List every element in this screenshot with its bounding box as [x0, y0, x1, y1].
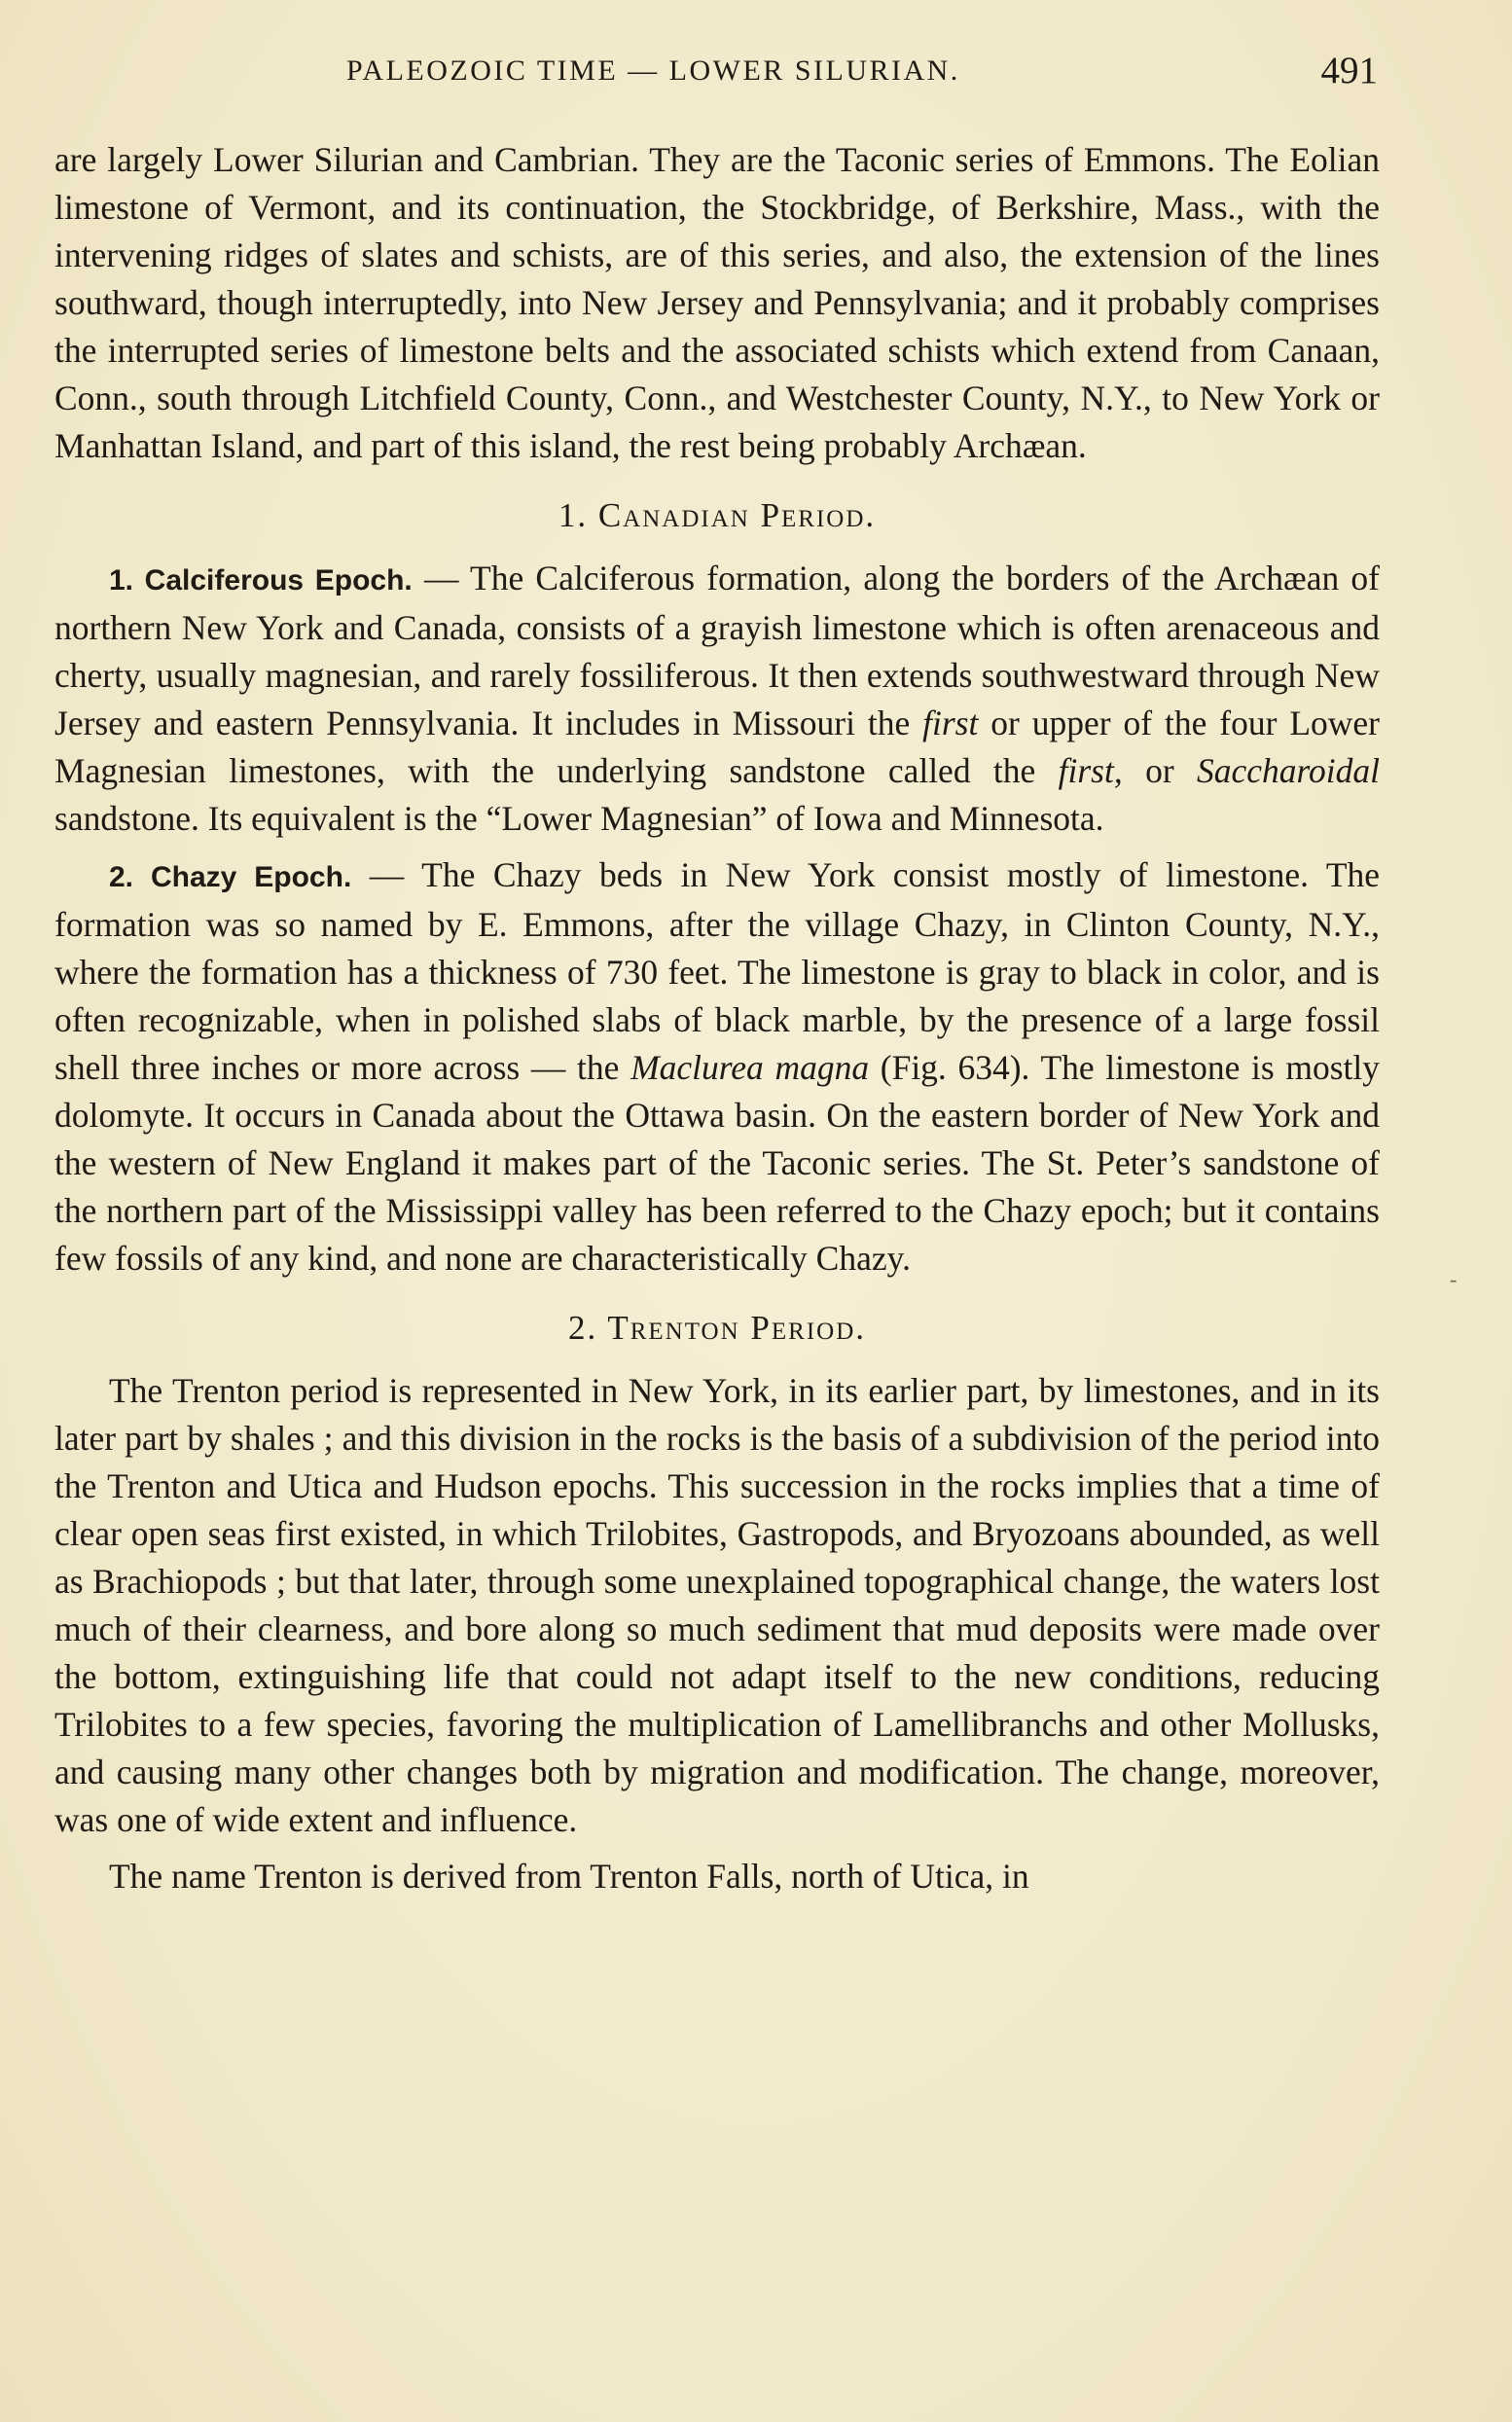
- calciferous-text-2: or upper of the four Lower Magnesian limestones, with the underlying sandstone called the: [54, 704, 1381, 790]
- body-text: [54, 136, 1380, 1909]
- calciferous-emphasis-first: first: [922, 704, 979, 742]
- calciferous-emphasis-saccharoidal: Saccharoidal: [1197, 751, 1380, 790]
- calciferous-text-1: The Calciferous formation, along the borders of the Archæan of northern New York and Canada, consists of a grayish limestone which is often arenaceous and cherty, usually magnesian, and rarely fossiliferous. It then extends southwestward through New Jersey and eastern Pennsylvania. It includes in Missouri the: [54, 559, 1380, 742]
- page-number: 491: [1320, 50, 1378, 91]
- section-heading-canadian-period: 1. Canadian Period.: [558, 496, 877, 534]
- trenton-paragraph-2: The name Trenton is derived from Trenton Falls, north of Utica, in: [109, 1857, 1029, 1896]
- calciferous-text-4: sandstone. Its equivalent is the “Lower Magnesian” of Iowa and Minnesota.: [54, 799, 1104, 838]
- chazy-text-2: (Fig. 634). The limestone is mostly dolomyte. It occurs in Canada about the Ottawa basin. On the eastern border of New York and the western of New England it makes part of the Taconic series. The St. Peter’s sandstone of the northern part of the Mississippi valley has been referred to the Chazy epoch; but it contains few fossils of any kind, and none are characteristically Chazy.: [54, 1048, 1380, 1278]
- chazy-dash: —: [351, 855, 422, 894]
- intro-paragraph: are largely Lower Silurian and Cambrian. They are the Taconic series of Emmons. The Eolian limestone of Vermont, and its continuation, the Stockbridge, of Berkshire, Mass., with the intervening ridges of slates and schists, are of this series, and also, the extension of the lines southward, though interruptedly, into New Jersey and Pennsylvania; and it probably comprises the interrupted series of limestone belts and the associated schists which extend from Canaan, Conn., south through Litchfield County, Conn., and Westchester County, N.Y., to New York or Manhattan Island, and part of this island, the rest being probably Archæan.: [54, 140, 1380, 465]
- calciferous-epoch-title: 1. Calciferous Epoch.: [109, 564, 413, 596]
- margin-mark: -: [1450, 1267, 1458, 1291]
- section-heading-trenton-period: 2. Trenton Period.: [567, 1309, 867, 1347]
- chazy-text-1: The Chazy beds in New York consist mostly of limestone. The formation was so named by E. Emmons, after the village Chazy, in Clinton County, N.Y., where the formation has a thickness of 730 feet. The limestone is gray to black in color, and is often recognizable, when in polished slabs of black marble, by the presence of a large fossil shell three inches or more across — the: [54, 855, 1381, 1087]
- running-head: PALEOZOIC TIME — LOWER SILURIAN.: [346, 54, 960, 87]
- chazy-epoch-paragraph: [54, 851, 1380, 1283]
- calciferous-emphasis-first-2: first,: [1058, 751, 1123, 790]
- page-header: [54, 49, 1378, 107]
- trenton-paragraph-1: The Trenton period is represented in New York, in its earlier part, by limestones, and in its later part by shales ; and this division in the rocks is the basis of a subdivision of the period into the Trenton and Utica and Hudson epochs. This succession in the rocks implies that a time of clear open seas first existed, in which Trilobites, Gastropods, and Bryozoans abounded, as well as Brachiopods ; but that later, through some unexplained topographical change, the waters lost much of their clearness, and bore along so much sediment that mud deposits were made over the bottom, extinguishing life that could not adapt itself to the new conditions, reducing Trilobites to a few species, favoring the multiplication of Lamellibranchs and other Mollusks, and causing many other changes both by migration and modification. The change, moreover, was one of wide extent and influence.: [54, 1371, 1380, 1839]
- calciferous-text-3: or: [1122, 751, 1197, 790]
- chazy-emphasis-maclurea: Maclurea magna: [630, 1048, 870, 1087]
- chazy-epoch-title: 2. Chazy Epoch.: [109, 861, 352, 893]
- calciferous-epoch-paragraph: [54, 555, 1380, 843]
- calciferous-dash: —: [412, 559, 471, 597]
